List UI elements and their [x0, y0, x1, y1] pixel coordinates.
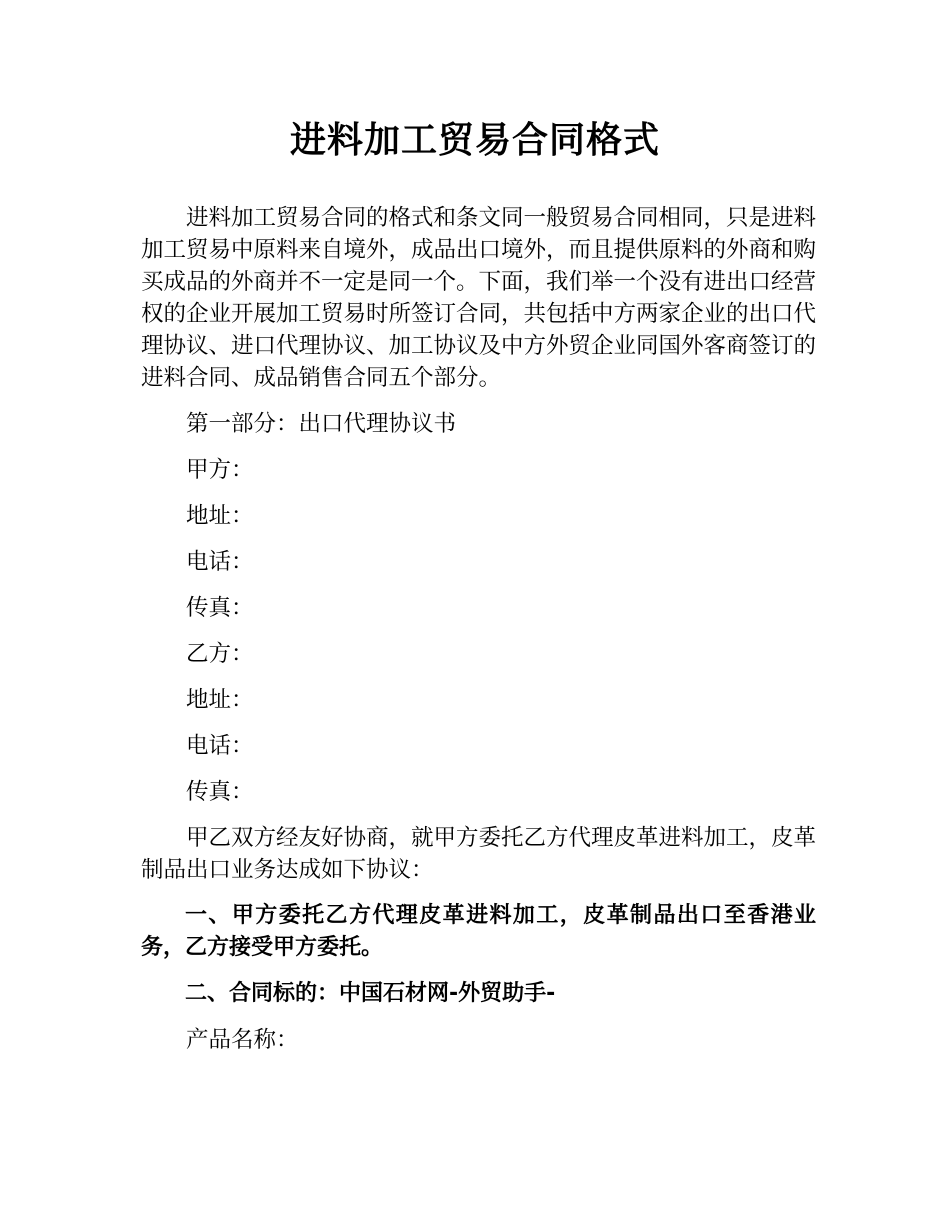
product-name-label: 产品名称： [186, 1027, 299, 1053]
agreement-preamble: 甲乙双方经友好协商，就甲方委托乙方代理皮革进料加工，皮革制品出口业务达成如下协议： [141, 825, 817, 883]
party-a-address-label: 地址： [186, 503, 254, 529]
intro-paragraph: 进料加工贸易合同的格式和条文同一般贸易合同相同，只是进料加工贸易中原料来自境外，成品出口境外，而且提供原料的外商和购买成品的外商并不一定是同一个。下面，我们举一个没有进出口经营权的企业开展加工贸易时所签订合同，共包括中方两家企业的出口代理协议、进口代理协议、加工协议及中方外贸企业同国外客商签订的进料合同、成品销售合同五个部分。 [141, 205, 817, 391]
party-b-address-label: 地址： [186, 687, 254, 713]
clause-two: 二、合同标的：中国石材网-外贸助手- [185, 981, 556, 1006]
document-body [141, 202, 816, 1070]
party-b-fax-label: 传真： [186, 779, 254, 805]
section-heading-part-one: 第一部分：出口代理协议书 [186, 411, 457, 437]
party-b-label: 乙方： [186, 641, 254, 667]
party-a-label: 甲方： [186, 457, 254, 483]
party-a-fax-label: 传真： [186, 595, 254, 621]
clause-one: 一、甲方委托乙方代理皮革进料加工，皮革制品出口至香港业务，乙方接受甲方委托。 [141, 903, 816, 960]
document-title: 进料加工贸易合同格式 [289, 120, 660, 161]
party-a-phone-label: 电话： [186, 549, 254, 575]
party-b-phone-label: 电话： [186, 733, 254, 759]
